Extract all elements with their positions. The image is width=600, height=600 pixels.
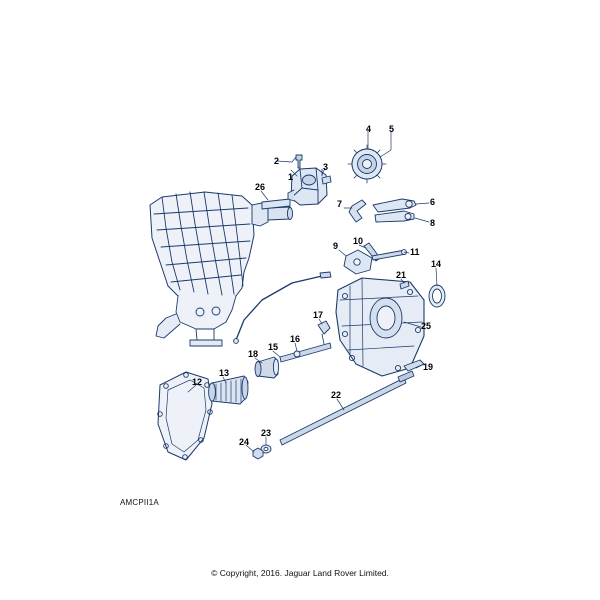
callout-12: 12 — [192, 377, 203, 387]
part-7-bracket — [349, 200, 366, 222]
leader-16 — [295, 343, 297, 351]
callout-5: 5 — [389, 124, 395, 134]
part-14-oil-seal — [429, 285, 445, 307]
leader-8 — [415, 218, 429, 222]
leader-5 — [380, 131, 391, 157]
part-4-gear — [348, 145, 386, 183]
part-9-plate — [344, 250, 372, 274]
part-25-extension-housing — [336, 278, 424, 376]
leader-22 — [337, 399, 344, 410]
part-8-lever — [375, 211, 414, 222]
part-13-splined-shaft — [209, 376, 248, 404]
callout-7: 7 — [337, 199, 343, 209]
callout-14: 14 — [431, 259, 442, 269]
part-17-clip — [318, 321, 330, 344]
callout-8: 8 — [430, 218, 436, 228]
callout-25: 25 — [421, 321, 432, 331]
part-22-rod — [280, 371, 414, 445]
part-24-nut — [253, 448, 263, 459]
callout-18: 18 — [248, 349, 259, 359]
callout-23: 23 — [261, 428, 272, 438]
part-6-lever — [373, 199, 416, 212]
part-2-bolt — [296, 155, 302, 168]
callout-11: 11 — [410, 247, 420, 257]
gearbox-casing-outline — [150, 192, 293, 346]
leader-9 — [339, 250, 346, 256]
callout-17: 17 — [313, 310, 324, 320]
part-12-gasket — [158, 372, 213, 460]
leader-14 — [436, 268, 437, 286]
callout-2: 2 — [274, 156, 280, 166]
callout-24: 24 — [239, 437, 250, 447]
callout-13: 13 — [219, 368, 230, 378]
callout-16: 16 — [290, 334, 301, 344]
part-15-16-rod — [280, 343, 331, 362]
callout-19: 19 — [423, 362, 434, 372]
copyright-notice: © Copyright, 2016. Jaguar Land Rover Limited. — [211, 568, 389, 578]
callout-15: 15 — [268, 342, 279, 352]
figure-part-code: AMCPII1A — [120, 498, 159, 507]
selector-rod-long — [234, 272, 331, 343]
leader-6 — [416, 203, 429, 204]
callout-22: 22 — [331, 390, 342, 400]
callout-1: 1 — [288, 172, 294, 182]
leader-2 — [277, 157, 296, 162]
callout-10: 10 — [353, 236, 364, 246]
part-11-rod — [372, 250, 406, 260]
callout-3: 3 — [323, 162, 329, 172]
callout-21: 21 — [396, 270, 407, 280]
callout-26: 26 — [255, 182, 266, 192]
callout-6: 6 — [430, 197, 436, 207]
leader-26 — [261, 191, 268, 200]
callout-4: 4 — [366, 124, 372, 134]
callout-9: 9 — [333, 241, 339, 251]
